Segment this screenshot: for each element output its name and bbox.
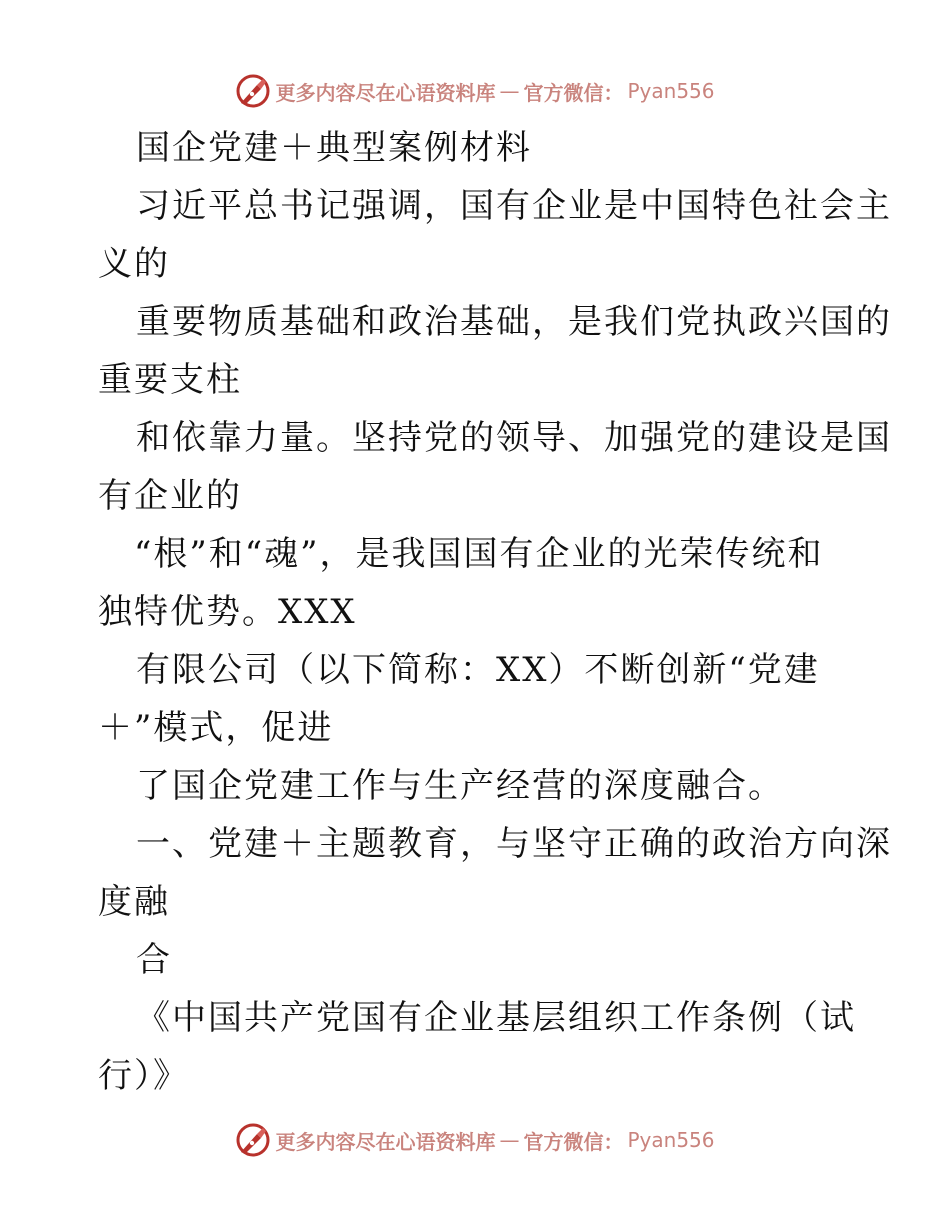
paragraph-line: 《中国共产党国有企业基层组织工作条例（试 [136, 998, 856, 1038]
paragraph-line: 有限公司（以下简称：XX）不断创新“党建 [136, 650, 820, 690]
watermark-brand: 更多内容尽在心语资料库 [275, 1129, 496, 1154]
section-heading: 一、党建＋主题教育，与坚守正确的政治方向深 [136, 824, 892, 864]
section-heading-cont: 度融 [98, 882, 170, 922]
paragraph-line: 了国企党建工作与生产经营的深度融合。 [136, 766, 784, 806]
paragraph-line: 习近平总书记强调，国有企业是中国特色社会主 [136, 186, 892, 226]
paragraph-line: 和依靠力量。坚持党的领导、加强党的建设是国 [136, 418, 892, 458]
watermark-wechat-id: Pyan556 [627, 1128, 715, 1152]
watermark-dash: — [499, 79, 520, 103]
watermark-dash: — [499, 1128, 520, 1152]
paragraph-line: 有企业的 [98, 476, 242, 516]
paragraph-line: 行）》 [98, 1056, 189, 1096]
doc-title: 国企党建＋典型案例材料 [136, 128, 532, 168]
watermark-wechat-label: 官方微信： [523, 80, 624, 105]
paragraph-line: 重要支柱 [98, 360, 242, 400]
watermark-brand: 更多内容尽在心语资料库 [275, 80, 496, 105]
paragraph-line: 独特优势。XXX [98, 592, 357, 632]
paragraph-line: ＋”模式，促进 [98, 708, 334, 748]
footer-watermark [0, 1120, 950, 1160]
paragraph-line: “根”和“魂”，是我国国有企业的光荣传统和 [134, 534, 824, 574]
header-watermark [0, 71, 950, 111]
paragraph-line: 重要物质基础和政治基础，是我们党执政兴国的 [136, 302, 892, 342]
pen-logo-icon [235, 1122, 271, 1158]
paragraph-line: 义的 [98, 244, 170, 284]
watermark-wechat-label: 官方微信： [523, 1129, 624, 1154]
section-heading-cont: 合 [136, 940, 172, 980]
watermark-wechat-id: Pyan556 [627, 79, 715, 103]
pen-logo-icon [235, 73, 271, 109]
